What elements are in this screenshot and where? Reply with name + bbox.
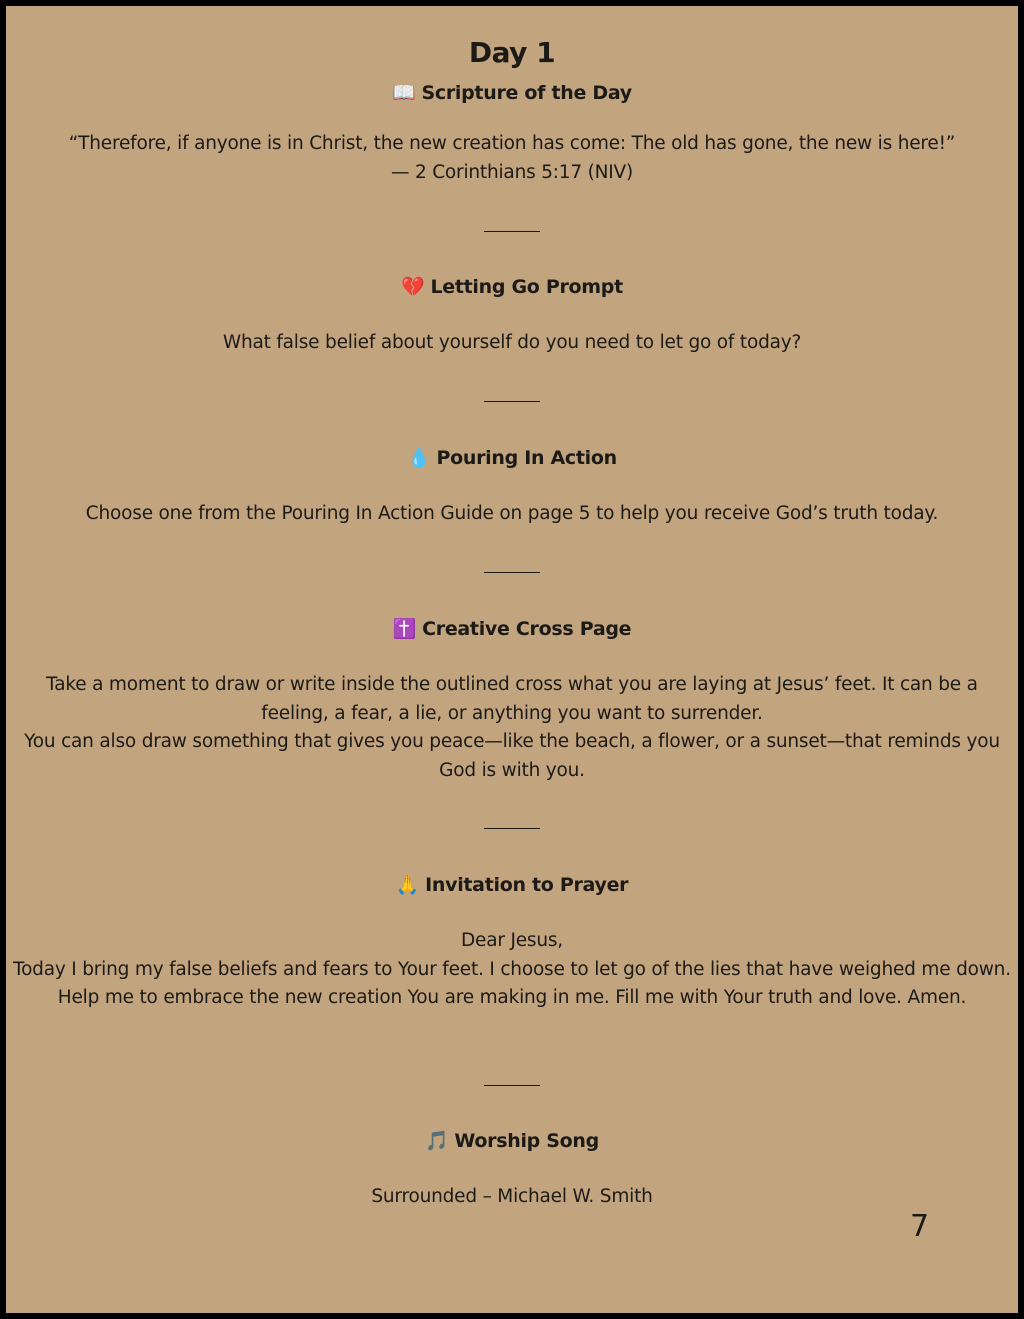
section-divider bbox=[484, 828, 540, 829]
instruction-text: You can also draw something that gives you peace—like the beach, a flower, or a sunset—that reminds you God is with you. bbox=[24, 731, 1000, 781]
section-heading-label: Invitation to Prayer bbox=[425, 874, 629, 896]
music-notes-icon: 🎵 bbox=[425, 1130, 449, 1152]
section-body-scripture bbox=[6, 130, 1018, 187]
section-body-prayer bbox=[6, 927, 1018, 1013]
broken-heart-icon: 💔 bbox=[401, 276, 425, 298]
action-text: Choose one from the Pouring In Action Guide on page 5 to help you receive God’s truth today. bbox=[85, 503, 939, 524]
section-heading-label: Worship Song bbox=[454, 1130, 599, 1152]
prompt-text: What false belief about yourself do you need to let go of today? bbox=[222, 332, 802, 353]
prayer-text: Today I bring my false beliefs and fears to Your feet. I choose to let go of the lies that have weighed me down. Help me to embrace the new creation You are making in me. Fill me with Your truth and love. Amen. bbox=[13, 958, 1011, 1008]
page-number: 7 bbox=[910, 1209, 930, 1244]
prayer-salutation: Dear Jesus, bbox=[461, 930, 563, 951]
instruction-text: Take a moment to draw or write inside the outlined cross what you are laying at Jesus’ feet. It can be a feeling, a fear, a lie, or anything you want to surrender. bbox=[46, 674, 978, 724]
section-body-pouring-in bbox=[6, 500, 1018, 529]
section-body-creative-cross bbox=[6, 671, 1018, 785]
scripture-reference: — 2 Corinthians 5:17 (NIV) bbox=[390, 161, 634, 183]
scripture-quote: “Therefore, if anyone is in Christ, the new creation has come: The old has gone, the new is here!” bbox=[68, 133, 956, 154]
section-heading-pouring-in bbox=[6, 445, 1018, 471]
section-divider bbox=[484, 572, 540, 573]
section-heading-label: Letting Go Prompt bbox=[430, 276, 623, 298]
section-divider bbox=[484, 1085, 540, 1086]
section-body-worship bbox=[6, 1183, 1018, 1212]
section-heading-label: Creative Cross Page bbox=[422, 618, 632, 640]
praying-hands-icon: 🙏 bbox=[395, 874, 420, 896]
section-heading-scripture bbox=[6, 80, 1018, 106]
section-heading-prayer bbox=[6, 872, 1018, 898]
section-heading-label: Scripture of the Day bbox=[421, 82, 632, 104]
journal-page bbox=[6, 6, 1018, 1313]
section-body-letting-go bbox=[6, 329, 1018, 358]
section-heading-letting-go bbox=[6, 274, 1018, 300]
cross-icon: ✝️ bbox=[392, 618, 417, 640]
section-heading-creative-cross bbox=[6, 616, 1018, 642]
section-divider bbox=[484, 231, 540, 232]
song-title: Surrounded – Michael W. Smith bbox=[371, 1186, 653, 1207]
open-book-icon: 📖 bbox=[392, 82, 416, 104]
page-title: Day 1 bbox=[468, 36, 556, 69]
section-heading-label: Pouring In Action bbox=[436, 447, 617, 469]
section-heading-worship bbox=[6, 1128, 1018, 1154]
section-divider bbox=[484, 401, 540, 402]
droplet-icon: 💧 bbox=[407, 447, 431, 469]
